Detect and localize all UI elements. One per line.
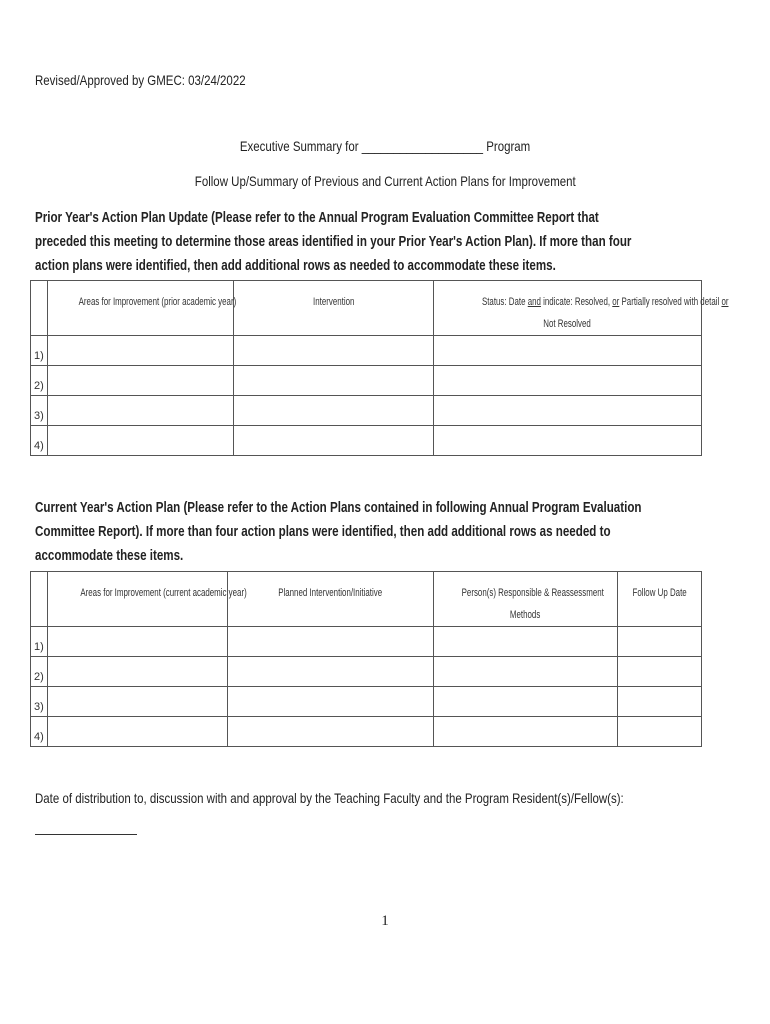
title-prefix: Executive Summary for — [239, 138, 359, 154]
planned-intervention-header: Planned Intervention/Initiative — [228, 572, 434, 627]
table-row — [31, 627, 702, 657]
intervention-cell[interactable] — [234, 336, 434, 366]
revised-approved-line: Revised/Approved by GMEC: 03/24/2022 — [35, 72, 246, 88]
areas-header: Areas for Improvement (prior academic year) — [48, 281, 234, 336]
planned-cell[interactable] — [228, 657, 434, 687]
current-table-header-row — [31, 572, 702, 627]
table-row — [31, 687, 702, 717]
planned-cell[interactable] — [228, 717, 434, 747]
table-row — [31, 396, 702, 426]
status-header: Status: Date and indicate: Resolved, or Partially resolved with detail or Not Resolved — [434, 281, 702, 336]
intervention-header: Intervention — [234, 281, 434, 336]
areas-cell[interactable] — [48, 366, 234, 396]
prior-table-header-row — [31, 281, 702, 336]
current-year-heading: Current Year's Action Plan (Please refer to the Action Plans contained in following Annual Program Evaluation Committee Report). If more than four action plans were identified, then add additional rows as needed to accommodate these items. — [35, 500, 642, 564]
subtitle: Follow Up/Summary of Previous and Current Action Plans for Improvement — [194, 173, 576, 189]
distribution-statement: Date of distribution to, discussion with and approval by the Teaching Faculty and the Program Resident(s)/Fellow(s): — [35, 790, 624, 806]
row-number: 1) — [31, 336, 48, 366]
page-number: 1 — [381, 913, 389, 929]
table-row — [31, 717, 702, 747]
follow-up-cell[interactable] — [618, 717, 702, 747]
follow-up-cell[interactable] — [618, 627, 702, 657]
planned-cell[interactable] — [228, 627, 434, 657]
row-number: 1) — [31, 627, 48, 657]
title-suffix: Program — [486, 138, 531, 154]
areas-cell[interactable] — [48, 336, 234, 366]
status-cell[interactable] — [434, 426, 702, 456]
table-row — [31, 336, 702, 366]
table-row — [31, 426, 702, 456]
table-row — [31, 366, 702, 396]
areas-cell[interactable] — [48, 657, 228, 687]
areas-cell[interactable] — [48, 396, 234, 426]
intervention-cell[interactable] — [234, 366, 434, 396]
status-cell[interactable] — [434, 366, 702, 396]
row-number: 3) — [31, 687, 48, 717]
row-number: 2) — [31, 366, 48, 396]
areas-cell[interactable] — [48, 717, 228, 747]
row-number-header — [31, 572, 48, 627]
intervention-cell[interactable] — [234, 426, 434, 456]
intervention-cell[interactable] — [234, 396, 434, 426]
planned-cell[interactable] — [228, 687, 434, 717]
areas-header: Areas for Improvement (current academic year) — [48, 572, 228, 627]
persons-cell[interactable] — [434, 717, 618, 747]
areas-cell[interactable] — [48, 426, 234, 456]
follow-up-date-header: Follow Up Date — [618, 572, 702, 627]
status-cell[interactable] — [434, 336, 702, 366]
program-name-blank[interactable]: ___________________ — [361, 138, 483, 154]
table-row — [31, 657, 702, 687]
follow-up-cell[interactable] — [618, 657, 702, 687]
row-number: 4) — [31, 717, 48, 747]
distribution-date-blank[interactable] — [35, 834, 137, 835]
areas-cell[interactable] — [48, 687, 228, 717]
status-cell[interactable] — [434, 396, 702, 426]
prior-year-table — [30, 280, 729, 456]
row-number: 4) — [31, 426, 48, 456]
current-year-table — [30, 571, 702, 747]
areas-cell[interactable] — [48, 627, 228, 657]
follow-up-cell[interactable] — [618, 687, 702, 717]
row-number: 3) — [31, 396, 48, 426]
persons-cell[interactable] — [434, 687, 618, 717]
persons-cell[interactable] — [434, 627, 618, 657]
persons-cell[interactable] — [434, 657, 618, 687]
row-number-header — [31, 281, 48, 336]
row-number: 2) — [31, 657, 48, 687]
executive-summary-title — [0, 138, 770, 154]
persons-responsible-header: Person(s) Responsible & Reassessment Methods — [434, 572, 618, 627]
prior-year-heading: Prior Year's Action Plan Update (Please refer to the Annual Program Evaluation Committee Report that preceded this meeting to determine those areas identified in your Prior Year's Action Plan). If more than four action plans were identified, then add additional rows as needed to accommodate these items. — [35, 210, 632, 274]
